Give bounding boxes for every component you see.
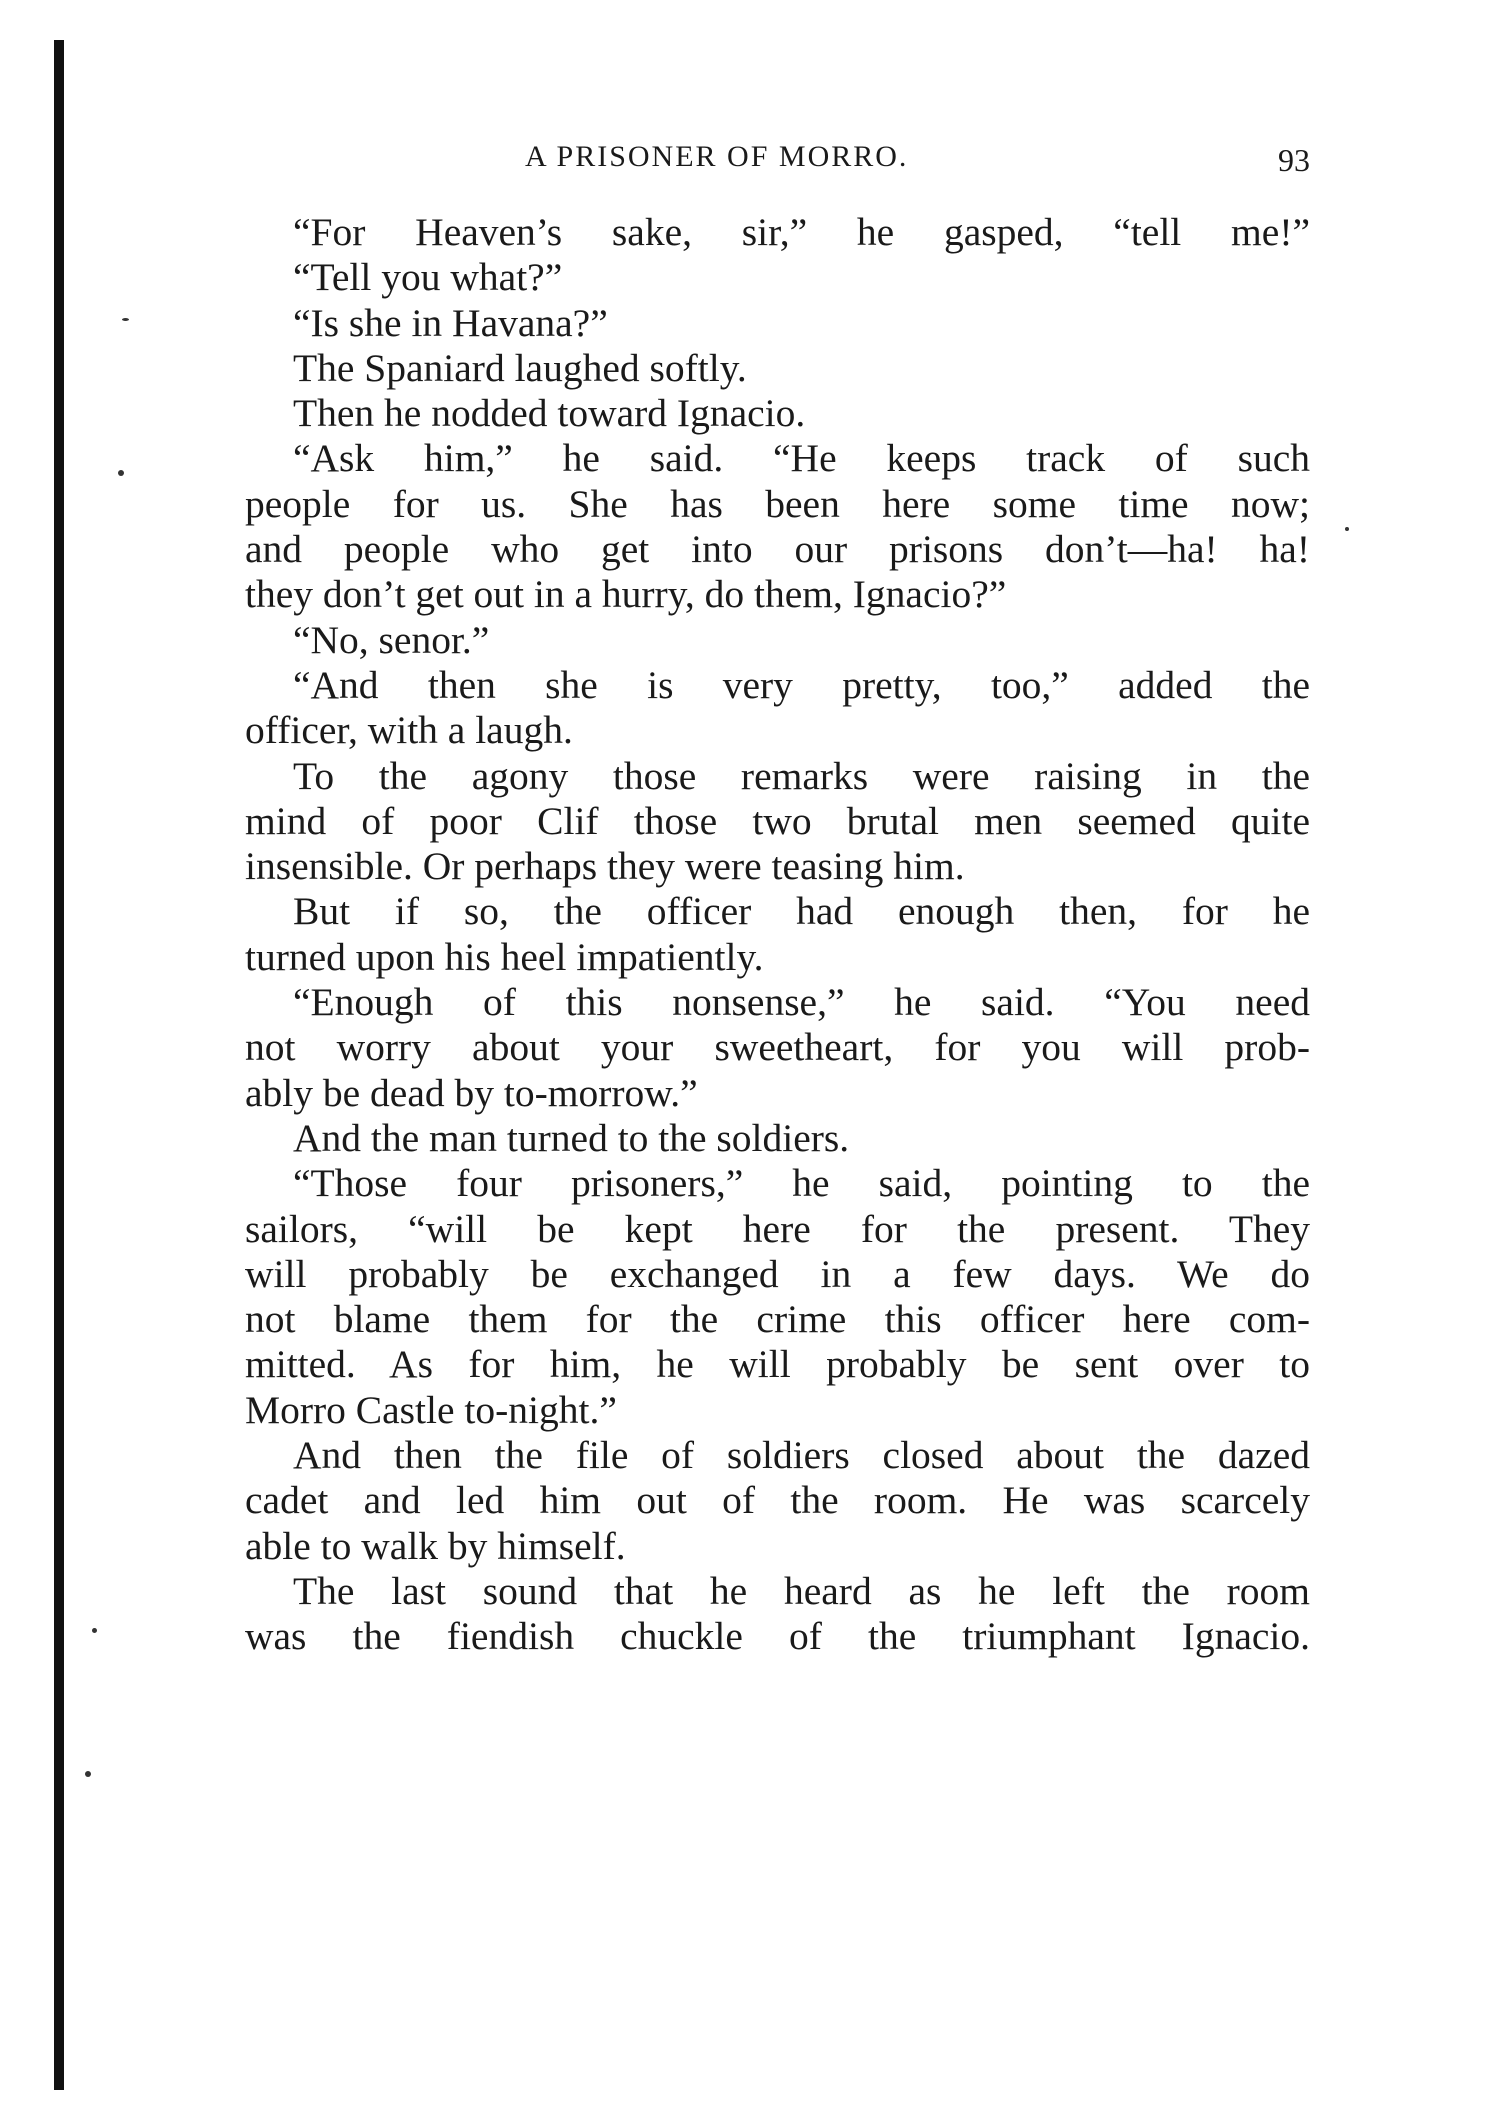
text-line: Morro Castle to-night.” bbox=[245, 1387, 617, 1432]
text-line: cadet and led him out of the room. He was scarcely bbox=[245, 1478, 1310, 1523]
book-page bbox=[245, 128, 1310, 1660]
text-line: not blame them for the crime this officer here com- bbox=[245, 1297, 1310, 1342]
text-line: Then he nodded toward Ignacio. bbox=[293, 391, 806, 436]
text-line: The Spaniard laughed softly. bbox=[293, 345, 747, 390]
text-line: To the agony those remarks were raising in the bbox=[293, 753, 1310, 798]
speck bbox=[85, 1771, 91, 1777]
text-line: ably be dead by to-morrow.” bbox=[245, 1070, 698, 1115]
text-line: officer, with a laugh. bbox=[245, 708, 573, 753]
text-line: mind of poor Clif those two brutal men seemed quite bbox=[245, 798, 1310, 843]
running-title: A PRISONER OF MORRO. bbox=[525, 140, 909, 173]
text-line: they don’t get out in a hurry, do them, Ignacio?” bbox=[245, 572, 1007, 617]
text-line: not worry about your sweetheart, for you will prob- bbox=[245, 1025, 1310, 1070]
binding-edge bbox=[54, 40, 64, 2090]
text-line: will probably be exchanged in a few days. We do bbox=[245, 1251, 1310, 1296]
text-line: insensible. Or perhaps they were teasing him. bbox=[245, 844, 965, 889]
text-line: “Is she in Havana?” bbox=[293, 300, 608, 345]
text-line: “No, senor.” bbox=[293, 617, 490, 662]
text-line: sailors, “will be kept here for the present. They bbox=[245, 1206, 1310, 1251]
text-line: able to walk by himself. bbox=[245, 1523, 626, 1568]
text-line: “Those four prisoners,” he said, pointing to the bbox=[293, 1161, 1310, 1206]
text-line: was the fiendish chuckle of the triumphant Ignacio. bbox=[245, 1614, 1310, 1659]
text-line: And the man turned to the soldiers. bbox=[293, 1115, 850, 1160]
text-line: “And then she is very pretty, too,” added the bbox=[293, 662, 1310, 707]
text-line: “Ask him,” he said. “He keeps track of such bbox=[293, 436, 1310, 481]
text-line: The last sound that he heard as he left the room bbox=[293, 1568, 1310, 1613]
text-line: “Enough of this nonsense,” he said. “You need bbox=[293, 980, 1310, 1025]
text-line: “For Heaven’s sake, sir,” he gasped, “tell me!” bbox=[293, 210, 1310, 254]
speck bbox=[118, 470, 124, 476]
text-line: And then the file of soldiers closed about the dazed bbox=[293, 1433, 1310, 1478]
text-line: turned upon his heel impatiently. bbox=[245, 934, 764, 979]
running-head bbox=[245, 128, 1310, 188]
text-line: mitted. As for him, he will probably be sent over to bbox=[245, 1342, 1310, 1387]
speck bbox=[122, 318, 129, 321]
body-text bbox=[245, 210, 1310, 1660]
page-number: 93 bbox=[1278, 142, 1310, 178]
speck bbox=[92, 1628, 97, 1633]
text-line: “Tell you what?” bbox=[293, 255, 563, 300]
text-line: and people who get into our prisons don’t—ha! ha! bbox=[245, 527, 1310, 572]
speck bbox=[1345, 527, 1349, 531]
text-line: people for us. She has been here some time now; bbox=[245, 481, 1310, 526]
text-line: But if so, the officer had enough then, for he bbox=[293, 889, 1310, 934]
